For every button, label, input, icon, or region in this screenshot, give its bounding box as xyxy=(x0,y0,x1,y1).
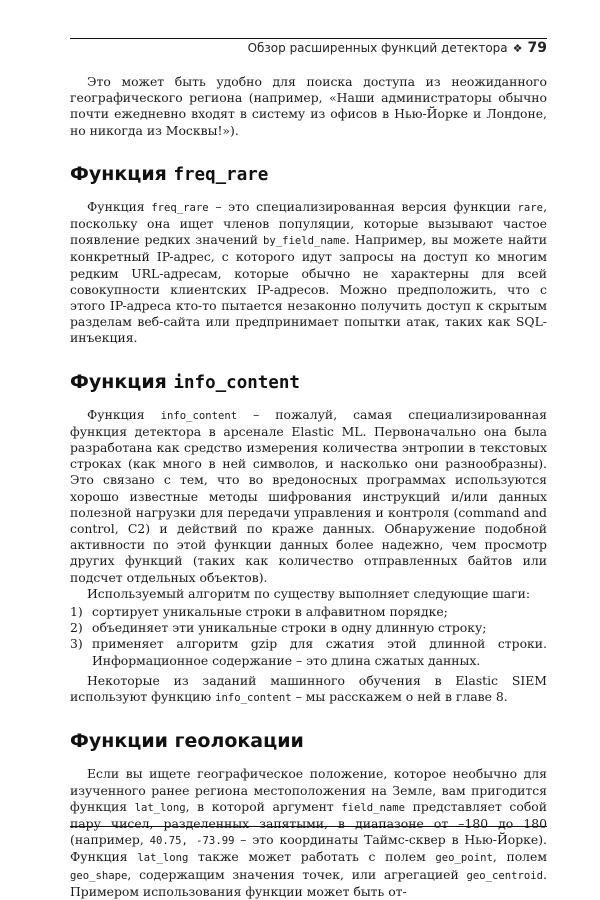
list-item: 3) применяет алгоритм gzip для сжатия этой длинной строки. Информационное содержание – это длина сжатых данных. xyxy=(70,636,547,668)
heading-word: Функция xyxy=(70,370,167,393)
heading-info-content xyxy=(70,371,547,393)
freq-rare-paragraph: Функция freq_rare – это специализированная версия функции rare, поскольку она ищет членов популяции, которые вызывают частое появление редких значений by_field_name. Например, вы можете найти конкретный IP-адрес, с которого идут запросы на доступ ко многим редким URL-адресам, которые обычно не характерны для всей совокупности клиентских IP-адресов. Можно предположить, что с этого IP-адреса кто-то пытается незаконно получить доступ к скрытым разделам веб-сайта или предпринимает попытки атак, таких как SQL-инъекция. xyxy=(70,198,548,346)
inline-code: by_field_name xyxy=(263,235,346,248)
ornament-icon: ❖ xyxy=(512,42,523,55)
list-item: 2) объединяет эти уникальные строки в одну длинную строку; xyxy=(70,620,487,636)
info-content-paragraph: Функция info_content – пожалуй, самая специализированная функция детектора в арсенале Elastic ML. Первоначально она была разработана как средство измерения количества энтропии в текстовых строках (как много в ней символов, и насколько они разнообразны). Это связано с тем, что во вредоносных программах используются хорошо известные методы шифрования инструкций и/или данных полезной нагрузки для передачи управления и контроля (command and control, C2) и действий по краже данных. Обнаружение подобной активности по этой функции данных более надежно, чем просмотр других функций (таких как количество отправленных байтов или подсчет отдельных объектов). xyxy=(70,406,547,585)
running-title: Обзор расширенных функций детектора xyxy=(247,41,508,55)
page-body xyxy=(70,74,547,900)
page-number: 79 xyxy=(527,40,547,56)
inline-code: lat_long xyxy=(134,801,186,814)
algorithm-intro: Используемый алгоритм по существу выполняет следующие шаги: xyxy=(87,585,531,601)
list-item: 1) сортирует уникальные строки в алфавитном порядке; xyxy=(70,604,448,620)
heading-code: info_content xyxy=(173,372,300,393)
inline-code: info_content xyxy=(160,409,238,422)
heading-geolocation: Функции геолокации xyxy=(70,730,304,753)
inline-code: field_name xyxy=(341,801,406,814)
inline-code: freq_rare xyxy=(151,201,209,214)
running-header xyxy=(248,40,547,56)
heading-word: Функция xyxy=(70,162,167,185)
inline-code: lat_long xyxy=(137,852,189,865)
footer-rule xyxy=(70,826,547,827)
geolocation-paragraph: Если вы ищете географическое положение, которое необычно для изученного ранее региона местоположения на Земле, вам пригодится функция lat_long, в которой аргумент field_name представляет собой пару чисел, разделенных запятыми, в диапазоне от –180 до 180 (например, 40.75, -73.99 – это координаты Таймс-сквер в Нью-Йорке). Функция lat_long также может работать с полем geo_point, полем geo_shape, содержащим значения точек, или агрегацией geo_centroid. Примером использования функции может быть от- xyxy=(70,766,548,899)
heading-freq-rare xyxy=(70,163,547,185)
siem-paragraph: Некоторые из заданий машинного обучения в Elastic SIEM используют функцию info_content – мы расскажем о ней в главе 8. xyxy=(70,672,547,705)
intro-paragraph: Это может быть удобно для поиска доступа из неожиданного географического региона (например, «Наши администраторы обычно почти ежедневно входят в систему из офисов в Нью-Йорке и Лондоне, но никогда из Москвы!»). xyxy=(70,74,547,138)
algorithm-steps xyxy=(70,604,547,669)
inline-code: info_content xyxy=(215,692,292,705)
inline-code: geo_centroid xyxy=(466,869,544,882)
inline-code: geo_shape xyxy=(70,869,128,882)
inline-code: geo_point xyxy=(435,852,493,865)
heading-code: freq_rare xyxy=(173,164,269,185)
header-rule xyxy=(70,38,547,39)
inline-code: 40.75, -73.99 xyxy=(149,835,235,848)
inline-code: rare xyxy=(517,201,544,214)
